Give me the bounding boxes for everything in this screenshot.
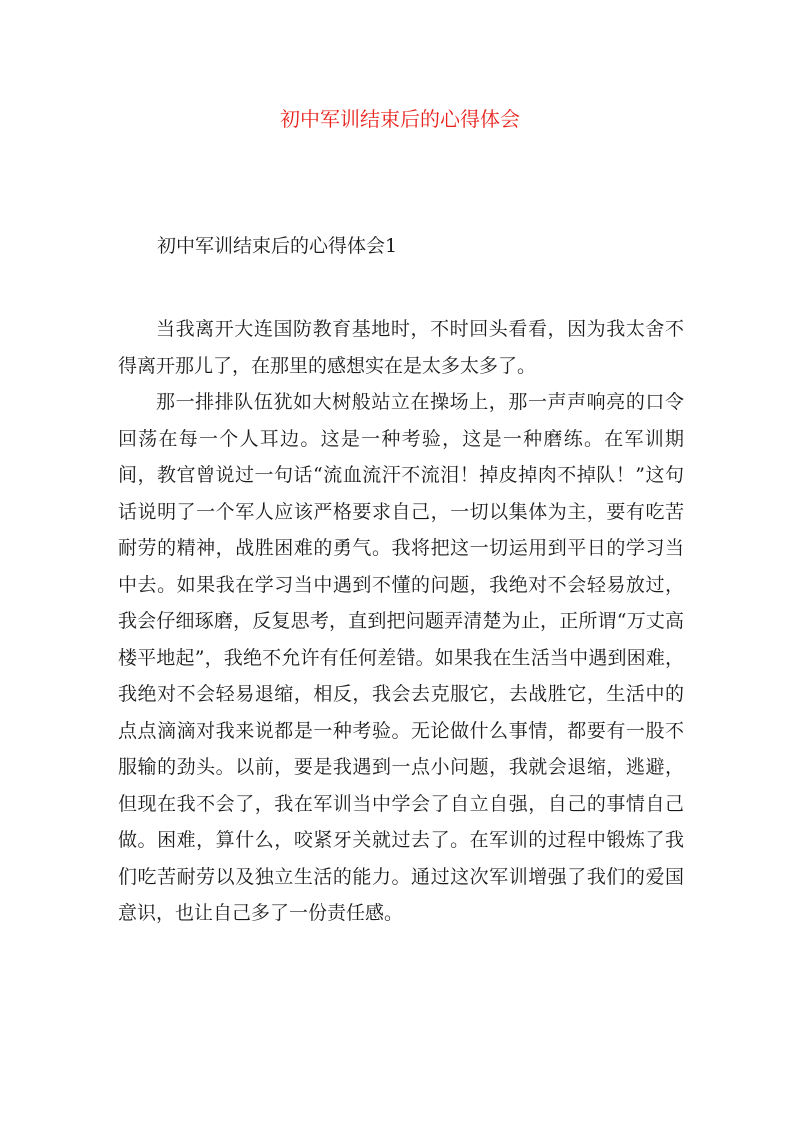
paragraph: 那一排排队伍犹如大树般站立在操场上，那一声声响亮的口令回荡在每一个人耳边。这是一种考验，这是一种磨练。在军训期间，教官曾说过一句话“流血流汗不流泪！掉皮掉肉不掉队！”这句话说明了一个军人应该严格要求自己，一切以集体为主，要有吃苦耐劳的精神，战胜困难的勇气。我将把这一切运用到平日的学习当中去。如果我在学习当中遇到不懂的问题，我绝对不会轻易放过，我会仔细琢磨，反复思考，直到把问题弄清楚为止，正所谓“万丈高楼平地起”，我绝不允许有任何差错。如果我在生活当中遇到困难，我绝对不会轻易退缩，相反，我会去克服它，去战胜它，生活中的点点滴滴对我来说都是一种考验。无论做什么事情，都要有一股不服输的劲头。以前，要是我遇到一点小问题，我就会退缩，逃避，但现在我不会了，我在军训当中学会了自立自强，自己的事情自己做。困难，算什么，咬紧牙关就过去了。在军训的过程中锻炼了我们吃苦耐劳以及独立生活的能力。通过这次军训增强了我们的爱国意识，也让自己多了一份责任感。	[118, 391, 684, 924]
document-body	[118, 311, 684, 932]
document-title: 初中军训结束后的心得体会	[280, 107, 520, 131]
paragraph: 当我离开大连国防教育基地时，不时回头看看，因为我太舍不得离开那儿了，在那里的感想实在是太多太多了。	[118, 318, 684, 377]
section-heading: 初中军训结束后的心得体会1	[157, 235, 398, 257]
